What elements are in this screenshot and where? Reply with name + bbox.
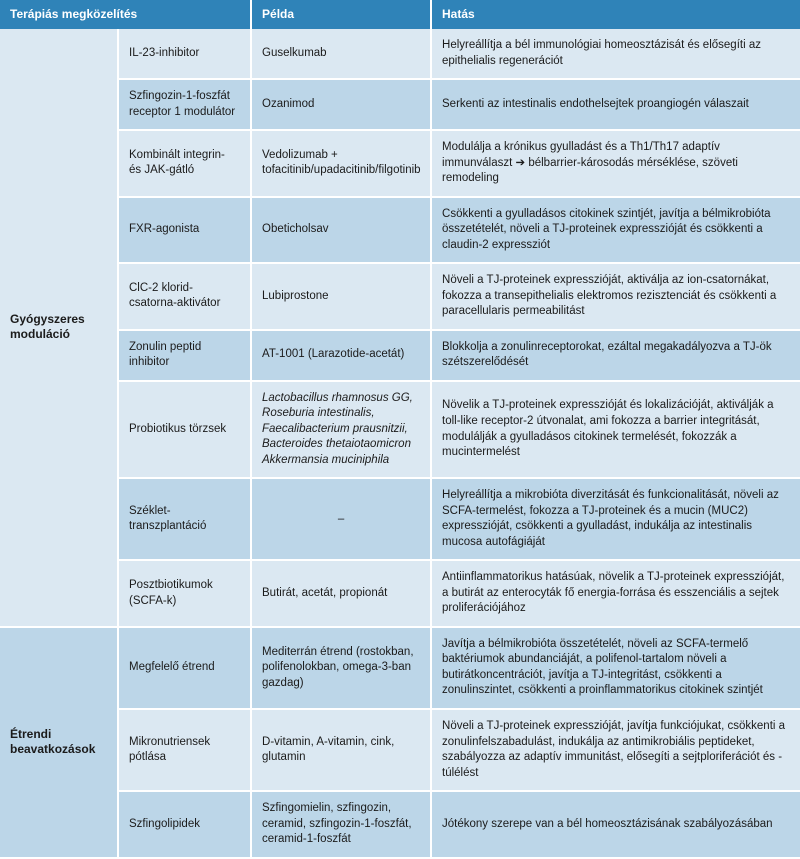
cell-example: D-vitamin, A-vitamin, cink, glutamin (251, 709, 431, 791)
cell-effect: Jótékony szerepe van a bél homeosztázisának szabályozásában (431, 791, 800, 858)
cell-approach: Szfingozin-1-foszfát receptor 1 modulátor (118, 79, 251, 130)
cell-example: – (251, 478, 431, 560)
cell-example: Guselkumab (251, 29, 431, 79)
header-cell-example: Példa (251, 0, 431, 29)
cell-example: Mediterrán étrend (rostokban, polifenolokban, omega-3-ban gazdag) (251, 627, 431, 709)
cell-example: Ozanimod (251, 79, 431, 130)
table-row (0, 791, 800, 858)
cell-effect: Növelik a TJ-proteinek expresszióját és lokalizációját, aktiválják a toll-like receptor-2 útvonalat, ami fokozza a barrier integritását, modulálják a gyulladásos citokinek termelését, fokozzák a mucintermelést (431, 381, 800, 479)
table-row (0, 627, 800, 709)
table-row (0, 79, 800, 130)
cell-effect: Helyreállítja a bél immunológiai homeosztázisát és elősegíti az epithelialis regenerációt (431, 29, 800, 79)
header-cell-approach: Terápiás megközelítés (0, 0, 251, 29)
table-row (0, 478, 800, 560)
cell-approach: Széklet-transzplantáció (118, 478, 251, 560)
cell-approach: ClC-2 klorid-csatorna-aktivátor (118, 263, 251, 330)
table-row (0, 29, 800, 79)
cell-effect: Serkenti az intestinalis endothelsejtek proangiogén válaszait (431, 79, 800, 130)
group-label-dietary-interventions: Étrendi beavatkozások (0, 627, 118, 858)
cell-effect: Növeli a TJ-proteinek expresszióját, javítja funkciójukat, csökkenti a zonulinfelszabadulást, indukálja az antimikrobiális peptideket, szabályozza az adaptív immunitást, elősegíti a sejtploriferációt és -túlélést (431, 709, 800, 791)
cell-approach: FXR-agonista (118, 197, 251, 264)
cell-example: Szfingomielin, szfingozin, ceramid, szfingozin-1-foszfát, ceramid-1-foszfát (251, 791, 431, 858)
table-header (0, 0, 800, 29)
table-row (0, 130, 800, 197)
cell-example: Lubiprostone (251, 263, 431, 330)
table-row (0, 381, 800, 479)
group-label-drug-modulation: Gyógyszeres moduláció (0, 29, 118, 627)
cell-effect: Növeli a TJ-proteinek expresszióját, aktiválja az ion-csatornákat, fokozza a transepithelialis elektromos rezisztenciát és csökkenti a paracellularis permeabilitást (431, 263, 800, 330)
header-cell-effect: Hatás (431, 0, 800, 29)
cell-effect: Helyreállítja a mikrobióta diverzitását és funkcionalitását, növeli az SCFA-termelést, fokozza a TJ-proteinek és a mucin (MUC2) expresszióját, csökkenti a gyulladást, indukálja az intestinalis mucosa autofágiáját (431, 478, 800, 560)
cell-approach: Probiotikus törzsek (118, 381, 251, 479)
table-header-row (0, 0, 800, 29)
cell-example: AT-1001 (Larazotide-acetát) (251, 330, 431, 381)
table-row (0, 330, 800, 381)
table-row (0, 197, 800, 264)
cell-approach: Kombinált integrin- és JAK-gátló (118, 130, 251, 197)
cell-example: Butirát, acetát, propionát (251, 560, 431, 627)
cell-effect: Blokkolja a zonulinreceptorokat, ezáltal megakadályozva a TJ-ök szétszerelődését (431, 330, 800, 381)
cell-approach: Zonulin peptid inhibitor (118, 330, 251, 381)
table-row (0, 263, 800, 330)
cell-approach: Megfelelő étrend (118, 627, 251, 709)
cell-approach: Szfingolipidek (118, 791, 251, 858)
cell-effect: Modulálja a krónikus gyulladást és a Th1/Th17 adaptív immunválaszt ➔ bélbarrier-károsodás mérséklése, szöveti remodeling (431, 130, 800, 197)
cell-example: Obeticholsav (251, 197, 431, 264)
table-body (0, 29, 800, 858)
table-row (0, 709, 800, 791)
cell-effect: Csökkenti a gyulladásos citokinek szintjét, javítja a bélmikrobióta összetételét, növeli a TJ-proteinek expresszióját és csökkenti a claudin-2 expressziót (431, 197, 800, 264)
cell-effect: Javítja a bélmikrobióta összetételét, növeli az SCFA-termelő baktériumok abundanciáját, a polifenol-tartalom növeli a butirátkoncentrációt, javítja a TJ-integritást, csökkenti a zonulinszintet, csökkenti a proinflammatorikus citokinek szintjét (431, 627, 800, 709)
cell-example: Vedolizumab + tofacitinib/upadacitinib/filgotinib (251, 130, 431, 197)
cell-approach: Posztbiotikumok (SCFA-k) (118, 560, 251, 627)
cell-effect: Antiinflammatorikus hatásúak, növelik a TJ-proteinek expresszióját, a butirát az enterocyták fő energia-forrása és esszenciális a sejtek proliferációjához (431, 560, 800, 627)
cell-approach: Mikronutriensek pótlása (118, 709, 251, 791)
cell-example: Lactobacillus rhamnosus GG, Roseburia intestinalis, Faecalibacterium prausnitzii, Bacteroides thetaiotaomicron Akkermansia muciniphila (251, 381, 431, 479)
cell-approach: IL-23-inhibitor (118, 29, 251, 79)
table-row (0, 560, 800, 627)
